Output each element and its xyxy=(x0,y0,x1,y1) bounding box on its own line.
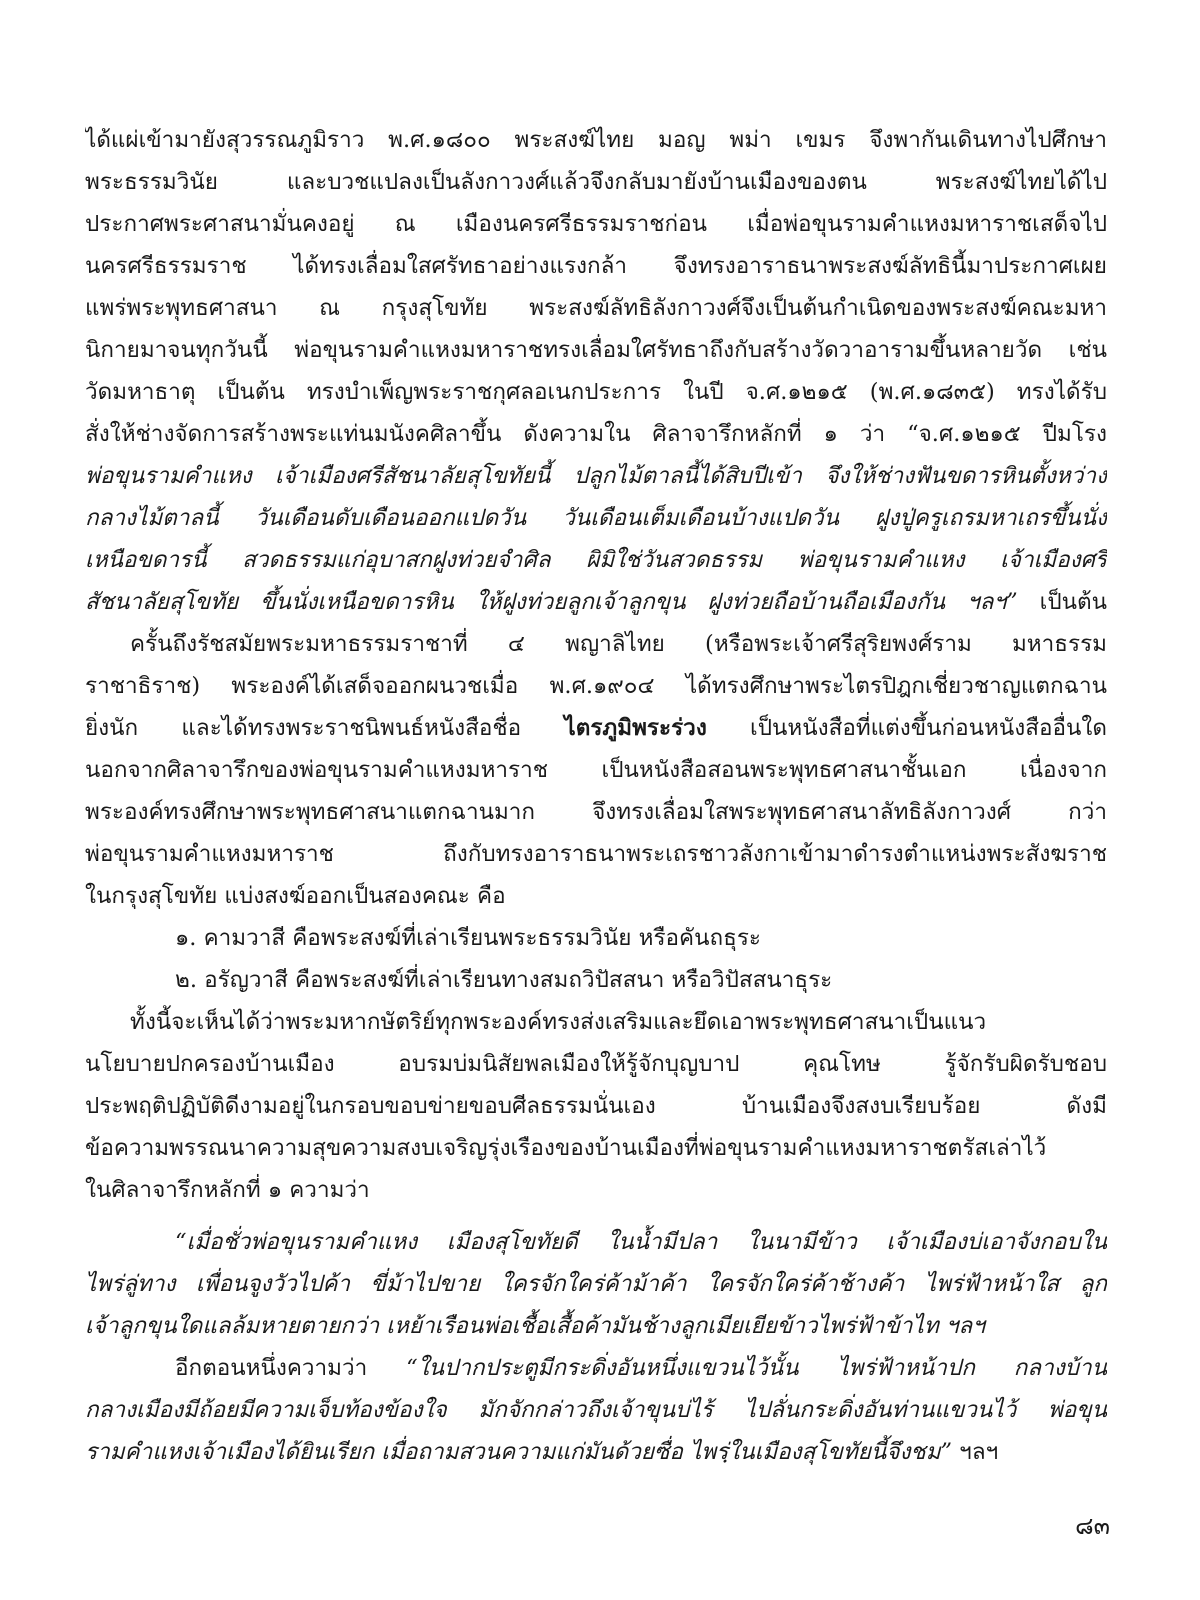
text-line: พระองค์ทรงศึกษาพระพุทธศาสนาแตกฉานมาก จึงทรงเลื่อมใสพระพุทธศาสนาลัทธิลังกาวงศ์ กว่า xyxy=(85,799,1107,825)
text-line: ข้อความพรรณนาความสุขความสงบเจริญรุ่งเรืองของบ้านเมืองที่พ่อขุนรามคำแหงมหาราชตรัสเล่าไว้ xyxy=(85,1135,1047,1161)
inscription-quote-line: ไพร่ลู่ทาง เพื่อนจูงวัวไปค้า ขี่ม้าไปขาย ใครจักใคร่ค้าม้าค้า ใครจักใคร่ค้าช้างค้า ไพร่ฟ้าหน้าใส ลูก xyxy=(85,1271,1107,1297)
text-line: สัชนาลัยสุโขทัย ขึ้นนั่งเหนือขดารหิน ให้ฝูงท่วยลูกเจ้าลูกขุน ฝูงท่วยถือบ้านถือเมืองกัน ฯลฯ” เป็นต้น xyxy=(85,589,1107,615)
text-line: ประกาศพระศาสนามั่นคงอยู่ ณ เมืองนครศรีธรรมราชก่อน เมื่อพ่อขุนรามคำแหงมหาราชเสด็จไป xyxy=(85,211,1107,237)
list-item: ๒. อรัญวาสี คือพระสงฆ์ที่เล่าเรียนทางสมถวิปัสสนา หรือวิปัสสนาธุระ xyxy=(175,967,833,993)
text-line: ประพฤติปฏิบัติดีงามอยู่ในกรอบขอบข่ายขอบศีลธรรมนั่นเอง บ้านเมืองจึงสงบเรียบร้อย ดังมี xyxy=(85,1093,1107,1119)
book-title-traiphum: ไตรภูมิพระร่วง xyxy=(564,715,707,741)
text-line: รามคำแหงเจ้าเมืองได้ยินเรียก เมื่อถามสวนความแก่มันด้วยซื่อ ไพรฺ่ในเมืองสุโขทัยนี้จึงชม” ฯลฯ xyxy=(85,1439,999,1465)
list-item: ๑. คามวาสี คือพระสงฆ์ที่เล่าเรียนพระธรรมวินัย หรือคันถธุระ xyxy=(175,925,761,951)
text-line: ในกรุงสุโขทัย แบ่งสงฆ์ออกเป็นสองคณะ คือ xyxy=(85,883,506,909)
inscription-quote-line: พ่อขุนรามคำแหง เจ้าเมืองศรีสัชนาลัยสุโขทัยนี้ ปลูกไม้ตาลนี้ได้สิบปีเข้า จึงให้ช่างฟันขดารหินตั้งหว่าง xyxy=(85,463,1107,489)
text-line: พ่อขุนรามคำแหงมหาราช ถึงกับทรงอาราธนาพระเถรชาวลังกาเข้ามาดำรงตำแหน่งพระสังฆราช xyxy=(85,841,1107,867)
text-line: ได้แผ่เข้ามายังสุวรรณภูมิราว พ.ศ.๑๘๐๐ พระสงฆ์ไทย มอญ พม่า เขมร จึงพากันเดินทางไปศึกษา xyxy=(85,127,1107,153)
text-line: ยิ่งนัก และได้ทรงพระราชนิพนธ์หนังสือชื่อ ไตรภูมิพระร่วง เป็นหนังสือที่แต่งขึ้นก่อนหนังสืออื่นใด xyxy=(85,715,1107,741)
text-line: ราชาธิราช) พระองค์ได้เสด็จออกผนวชเมื่อ พ.ศ.๑๙๐๔ ได้ทรงศึกษาพระไตรปิฎกเชี่ยวชาญแตกฉาน xyxy=(85,673,1107,699)
inscription-quote-line: เหนือขดารนี้ สวดธรรมแก่อุบาสกฝูงท่วยจำศิล ผิมิใช่วันสวดธรรม พ่อขุนรามคำแหง เจ้าเมืองศรี xyxy=(85,547,1107,573)
inscription-quote-line: “เมื่อชั่วพ่อขุนรามคำแหง เมืองสุโขทัยดี ในน้ำมีปลา ในนามีข้าว เจ้าเมืองบ่เอาจังกอบใน xyxy=(175,1229,1107,1255)
text-line: นิกายมาจนทุกวันนี้ พ่อขุนรามคำแหงมหาราชทรงเลื่อมใศรัทธาถึงกับสร้างวัดวาอารามขึ้นหลายวัด เช่น xyxy=(85,337,1107,363)
paragraph-first-line: ครั้นถึงรัชสมัยพระมหาธรรมราชาที่ ๔ พญาลิไทย (หรือพระเจ้าศรีสุริยพงศ์ราม มหาธรรม xyxy=(130,631,1107,657)
inscription-quote-line: เจ้าลูกขุนใดแลล้มหายตายกว่า เหย้าเรือนพ่อเชื้อเสื้อค้ามันช้างลูกเมียเยียข้าวไพร่ฟ้าข้าไท ฯลฯ xyxy=(85,1313,985,1339)
text-line: นโยบายปกครองบ้านเมือง อบรมบ่มนิสัยพลเมืองให้รู้จักบุญบาป คุณโทษ รู้จักรับผิดรับชอบ xyxy=(85,1051,1107,1077)
text-line: นอกจากศิลาจารึกของพ่อขุนรามคำแหงมหาราช เป็นหนังสือสอนพระพุทธศาสนาชั้นเอก เนื่องจาก xyxy=(85,757,1107,783)
page-number: ๘๓ xyxy=(1075,1512,1110,1540)
inscription-quote-line: กลางเมืองมีถ้อยมีความเจ็บท้องข้องใจ มักจักกล่าวถึงเจ้าขุนบ่ไร้ ไปลั่นกระดิ่งอันท่านแขวนไว้ พ่อขุน xyxy=(85,1397,1107,1423)
paragraph-first-line: ทั้งนี้จะเห็นได้ว่าพระมหากษัตริย์ทุกพระองค์ทรงส่งเสริมและยึดเอาพระพุทธศาสนาเป็นแนว xyxy=(130,1009,987,1035)
paragraph-first-line: อีกตอนหนึ่งความว่า “ในปากประตูมีกระดิ่งอันหนึ่งแขวนไว้นั้น ไพร่ฟ้าหน้าปก กลางบ้าน xyxy=(175,1355,1107,1381)
text-line: แพร่พระพุทธศาสนา ณ กรุงสุโขทัย พระสงฆ์ลัทธิลังกาวงศ์จึงเป็นต้นกำเนิดของพระสงฆ์คณะมหา xyxy=(85,295,1107,321)
text-line: ในศิลาจารึกหลักที่ ๑ ความว่า xyxy=(85,1177,370,1203)
text-line: วัดมหาธาตุ เป็นต้น ทรงบำเพ็ญพระราชกุศลอเนกประการ ในปี จ.ศ.๑๒๑๕ (พ.ศ.๑๘๓๕) ทรงได้รับ xyxy=(85,379,1107,405)
text-line: สั่งให้ช่างจัดการสร้างพระแท่นมนังคศิลาขึ้น ดังความใน ศิลาจารึกหลักที่ ๑ ว่า “จ.ศ.๑๒๑๕ ปีมโรง xyxy=(85,421,1107,447)
text-line: พระธรรมวินัย และบวชแปลงเป็นลังกาวงศ์แล้วจึงกลับมายังบ้านเมืองของตน พระสงฆ์ไทยได้ไป xyxy=(85,169,1107,195)
text-line: นครศรีธรรมราช ได้ทรงเลื่อมใสศรัทธาอย่างแรงกล้า จึงทรงอาราธนาพระสงฆ์ลัทธินี้มาประกาศเผย xyxy=(85,253,1107,279)
inscription-quote-line: กลางไม้ตาลนี้ วันเดือนดับเดือนออกแปดวัน วันเดือนเต็มเดือนบ้างแปดวัน ฝูงปู่ครูเถรมหาเถรขึ้นนั่ง xyxy=(85,505,1107,531)
